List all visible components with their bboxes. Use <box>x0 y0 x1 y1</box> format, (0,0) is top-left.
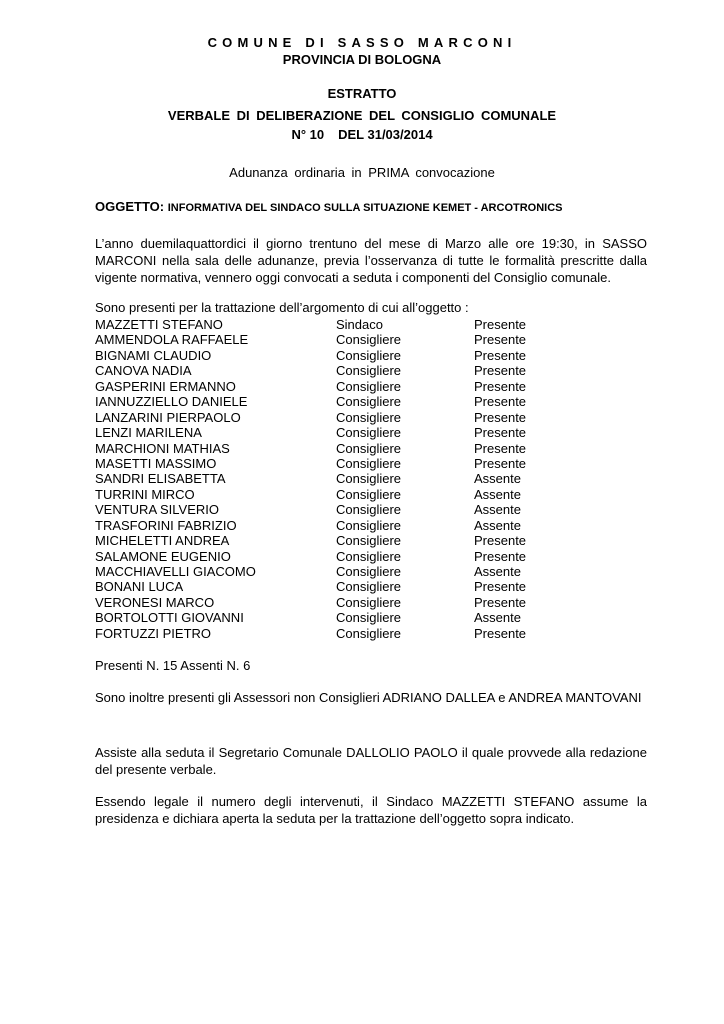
member-name: VERONESI MARCO <box>95 594 215 610</box>
member-row <box>95 410 555 425</box>
member-status: Presente <box>474 594 527 610</box>
member-status: Assente <box>474 471 521 487</box>
member-role: Sindaco <box>336 317 383 332</box>
member-role: Consigliere <box>336 378 402 394</box>
member-row <box>95 348 555 363</box>
attendance-list <box>95 317 555 641</box>
member-status: Presente <box>474 347 527 363</box>
member-status: Presente <box>474 579 527 595</box>
member-role: Consigliere <box>336 579 402 595</box>
member-row <box>95 317 555 332</box>
member-name: CANOVA NADIA <box>95 363 192 379</box>
member-name: BIGNAMI CLAUDIO <box>95 347 212 363</box>
member-status: Presente <box>474 332 527 348</box>
member-name: LANZARINI PIERPAOLO <box>95 409 241 425</box>
assessors-paragraph: Sono inoltre presenti gli Assessori non Consiglieri ADRIANO DALLEA e ANDREA MANTOVANI <box>95 690 642 705</box>
member-status: Presente <box>474 394 527 410</box>
extract-title: ESTRATTO <box>327 86 397 101</box>
member-name: MARCHIONI MATHIAS <box>95 440 230 456</box>
secretary-paragraph: Assiste alla seduta il Segretario Comunale DALLOLIO PAOLO il quale provvede alla redazione del presente verbale. <box>95 745 647 777</box>
attendance-intro: Sono presenti per la trattazione dell’argomento di cui all’oggetto : <box>95 300 469 315</box>
member-row <box>95 564 555 579</box>
member-name: FORTUZZI PIETRO <box>95 625 212 641</box>
member-row <box>95 394 555 409</box>
deliberation-number: N° 10 <box>291 127 325 142</box>
member-row <box>95 502 555 517</box>
member-row <box>95 425 555 440</box>
member-name: IANNUZZIELLO DANIELE <box>95 394 248 410</box>
member-role: Consigliere <box>336 625 402 641</box>
member-status: Assente <box>474 564 521 579</box>
member-row <box>95 471 555 486</box>
member-row <box>95 487 555 502</box>
deliberation-number-line <box>0 127 724 142</box>
municipality-title: COMUNE DI SASSO MARCONI <box>207 35 517 50</box>
member-name: TURRINI MIRCO <box>95 486 195 502</box>
member-name: AMMENDOLA RAFFAELE <box>95 332 249 348</box>
subject-text: INFORMATIVA DEL SINDACO SULLA SITUAZIONE KEMET - ARCOTRONICS <box>167 202 563 214</box>
member-role: Consigliere <box>336 533 402 549</box>
member-status: Presente <box>474 363 527 379</box>
member-status: Presente <box>474 425 527 441</box>
member-row <box>95 595 555 610</box>
member-name: GASPERINI ERMANNO <box>95 378 236 394</box>
member-row <box>95 441 555 456</box>
member-role: Consigliere <box>336 363 402 379</box>
member-row <box>95 332 555 347</box>
member-row <box>95 549 555 564</box>
member-name: TRASFORINI FABRIZIO <box>95 517 237 533</box>
subject-line <box>95 199 563 214</box>
member-row <box>95 363 555 378</box>
attendance-count: Presenti N. 15 Assenti N. 6 <box>95 658 251 673</box>
minutes-title: VERBALE DI DELIBERAZIONE DEL CONSIGLIO COMUNALE <box>167 108 557 123</box>
member-name: BORTOLOTTI GIOVANNI <box>95 610 244 626</box>
member-role: Consigliere <box>336 409 402 425</box>
member-role: Consigliere <box>336 610 402 626</box>
member-role: Consigliere <box>336 564 402 579</box>
member-role: Consigliere <box>336 425 402 441</box>
member-name: MICHELETTI ANDREA <box>95 533 230 549</box>
member-name: BONANI LUCA <box>95 579 184 595</box>
member-row <box>95 610 555 625</box>
member-role: Consigliere <box>336 332 402 348</box>
member-name: MACCHIAVELLI GIACOMO <box>95 564 256 579</box>
member-status: Assente <box>474 486 521 502</box>
member-role: Consigliere <box>336 594 402 610</box>
member-status: Presente <box>474 455 527 471</box>
member-status: Presente <box>474 625 527 641</box>
member-row <box>95 626 555 641</box>
province-title: PROVINCIA DI BOLOGNA <box>282 52 442 67</box>
member-status: Presente <box>474 440 527 456</box>
member-name: SALAMONE EUGENIO <box>95 548 231 564</box>
member-status: Presente <box>474 533 527 549</box>
member-name: VENTURA SILVERIO <box>95 502 220 518</box>
member-row <box>95 518 555 533</box>
member-role: Consigliere <box>336 502 402 518</box>
session-type: Adunanza ordinaria in PRIMA convocazione <box>229 165 495 180</box>
member-status: Presente <box>474 378 527 394</box>
member-status: Presente <box>474 409 527 425</box>
member-role: Consigliere <box>336 471 402 487</box>
member-role: Consigliere <box>336 548 402 564</box>
member-name: LENZI MARILENA <box>95 425 202 441</box>
member-role: Consigliere <box>336 347 402 363</box>
member-name: SANDRI ELISABETTA <box>95 471 226 487</box>
presidency-paragraph: Essendo legale il numero degli intervenuti, il Sindaco MAZZETTI STEFANO assume la presidenza e dichiara aperta la seduta per la trattazione dell’oggetto sopra indicato. <box>95 794 647 826</box>
member-row <box>95 456 555 471</box>
member-role: Consigliere <box>336 455 402 471</box>
member-status: Assente <box>474 517 521 533</box>
member-row <box>95 379 555 394</box>
member-name: MASETTI MASSIMO <box>95 455 217 471</box>
member-row <box>95 533 555 548</box>
member-status: Assente <box>474 502 521 518</box>
member-name: MAZZETTI STEFANO <box>95 317 223 332</box>
member-status: Assente <box>474 610 521 626</box>
member-status: Presente <box>474 548 527 564</box>
member-row <box>95 579 555 594</box>
subject-label: OGGETTO: <box>95 199 165 214</box>
member-role: Consigliere <box>336 394 402 410</box>
member-role: Consigliere <box>336 440 402 456</box>
deliberation-date: DEL 31/03/2014 <box>338 127 433 142</box>
opening-paragraph: L’anno duemilaquattordici il giorno trentuno del mese di Marzo alle ore 19:30, in SASSO MARCONI nella sala delle adunanze, previa l’osservanza di tutte le formalità prescritte dalla vigente normativa, vennero oggi convocati a seduta i componenti del Consiglio comunale. <box>95 236 647 285</box>
member-role: Consigliere <box>336 486 402 502</box>
member-role: Consigliere <box>336 517 402 533</box>
member-status: Presente <box>474 317 527 332</box>
